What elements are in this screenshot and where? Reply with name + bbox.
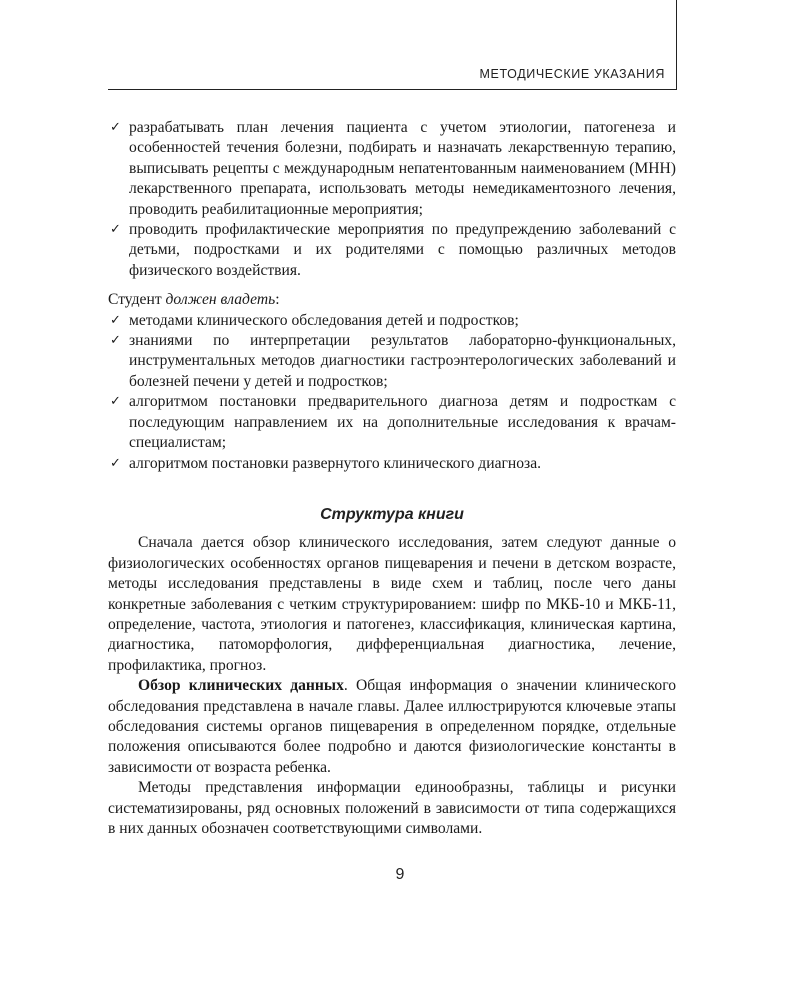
paragraph-methods: Методы представления информации единообразны, таблицы и рисунки систематизированы, ряд основных положений в зависимости от типа содержащихся в них данных обозначен соответствующими символами.	[108, 779, 676, 837]
student-lead	[108, 290, 676, 310]
page-body	[108, 118, 676, 839]
list-item-text: знаниями по интерпретации результатов лабораторно-функциональных, инструментальных методов диагностики гастроэнтерологических заболеваний и болезней печени у детей и подростков;	[129, 332, 676, 390]
checkmark-icon: ✓	[110, 333, 121, 349]
competence-list	[108, 311, 676, 474]
checkmark-icon: ✓	[110, 455, 121, 471]
header-vertical-rule	[676, 0, 677, 90]
checkmark-icon: ✓	[110, 222, 121, 238]
list-item-text: алгоритмом постановки предварительного диагноза детям и подросткам с последующим направлением их на дополнительные исследования к врачам-специалистам;	[129, 393, 676, 452]
section-title: Структура книги	[320, 505, 464, 523]
list-item-text: методами клинического обследования детей и подростков;	[129, 311, 519, 329]
list-item	[108, 392, 676, 453]
list-item	[108, 454, 676, 474]
checkmark-icon: ✓	[110, 394, 121, 410]
running-head: МЕТОДИЧЕСКИЕ УКАЗАНИЯ	[479, 67, 665, 81]
paragraph-overview: Сначала дается обзор клинического исследования, затем следуют данные о физиологических особенностях органов пищеварения и печени в детском возрасте, методы исследования представлены в виде схем и таблиц, после чего даны конкретные заболевания с четким структурированием: шифр по МКБ-10 и МКБ-11, определение, частота, этиология и патогенез, классификация, клиническая картина, диагностика, патоморфология, дифференциальная диагностика, лечение, профилактика, прогноз.	[108, 534, 676, 674]
list-item-text: разрабатывать план лечения пациента с учетом этиологии, патогенеза и особенностей течения болезни, подбирать и назначать лекарственную терапию, выписывать рецепты с международным непатентованным наименованием (МНН) лекарственного препарата, использовать методы немедикаментозного лечения, проводить реабилитационные мероприятия;	[129, 119, 676, 218]
skills-list	[108, 118, 676, 281]
list-item-text: проводить профилактические мероприятия по предупреждению заболеваний с детьми, подростками и их родителями с помощью различных методов физического воздействия.	[129, 221, 676, 279]
paragraph-clinical-data	[108, 676, 676, 778]
paragraph-text: . Общая информация о значении клинического обследования представлена в начале главы. Далее иллюстрируются ключевые этапы обследования системы органов пищеварения в определенном порядке, отдельные положения описываются более подробно и даются физиологические константы в зависимости от возраста ребенка.	[108, 677, 676, 776]
list-item	[108, 220, 676, 281]
list-item	[108, 331, 676, 392]
list-item	[108, 118, 676, 220]
lead-italic: должен владеть	[165, 291, 276, 309]
paragraph-bold-lead: Обзор клинических данных	[138, 677, 344, 695]
list-item-text: алгоритмом постановки развернутого клинического диагноза.	[129, 454, 542, 472]
page-number: 9	[395, 866, 405, 883]
lead-colon: :	[275, 291, 280, 309]
checkmark-icon: ✓	[110, 312, 121, 328]
header-horizontal-rule	[108, 89, 676, 90]
lead-plain: Студент	[108, 291, 166, 309]
list-item	[108, 311, 676, 331]
spacer	[108, 281, 676, 290]
checkmark-icon: ✓	[110, 120, 121, 135]
